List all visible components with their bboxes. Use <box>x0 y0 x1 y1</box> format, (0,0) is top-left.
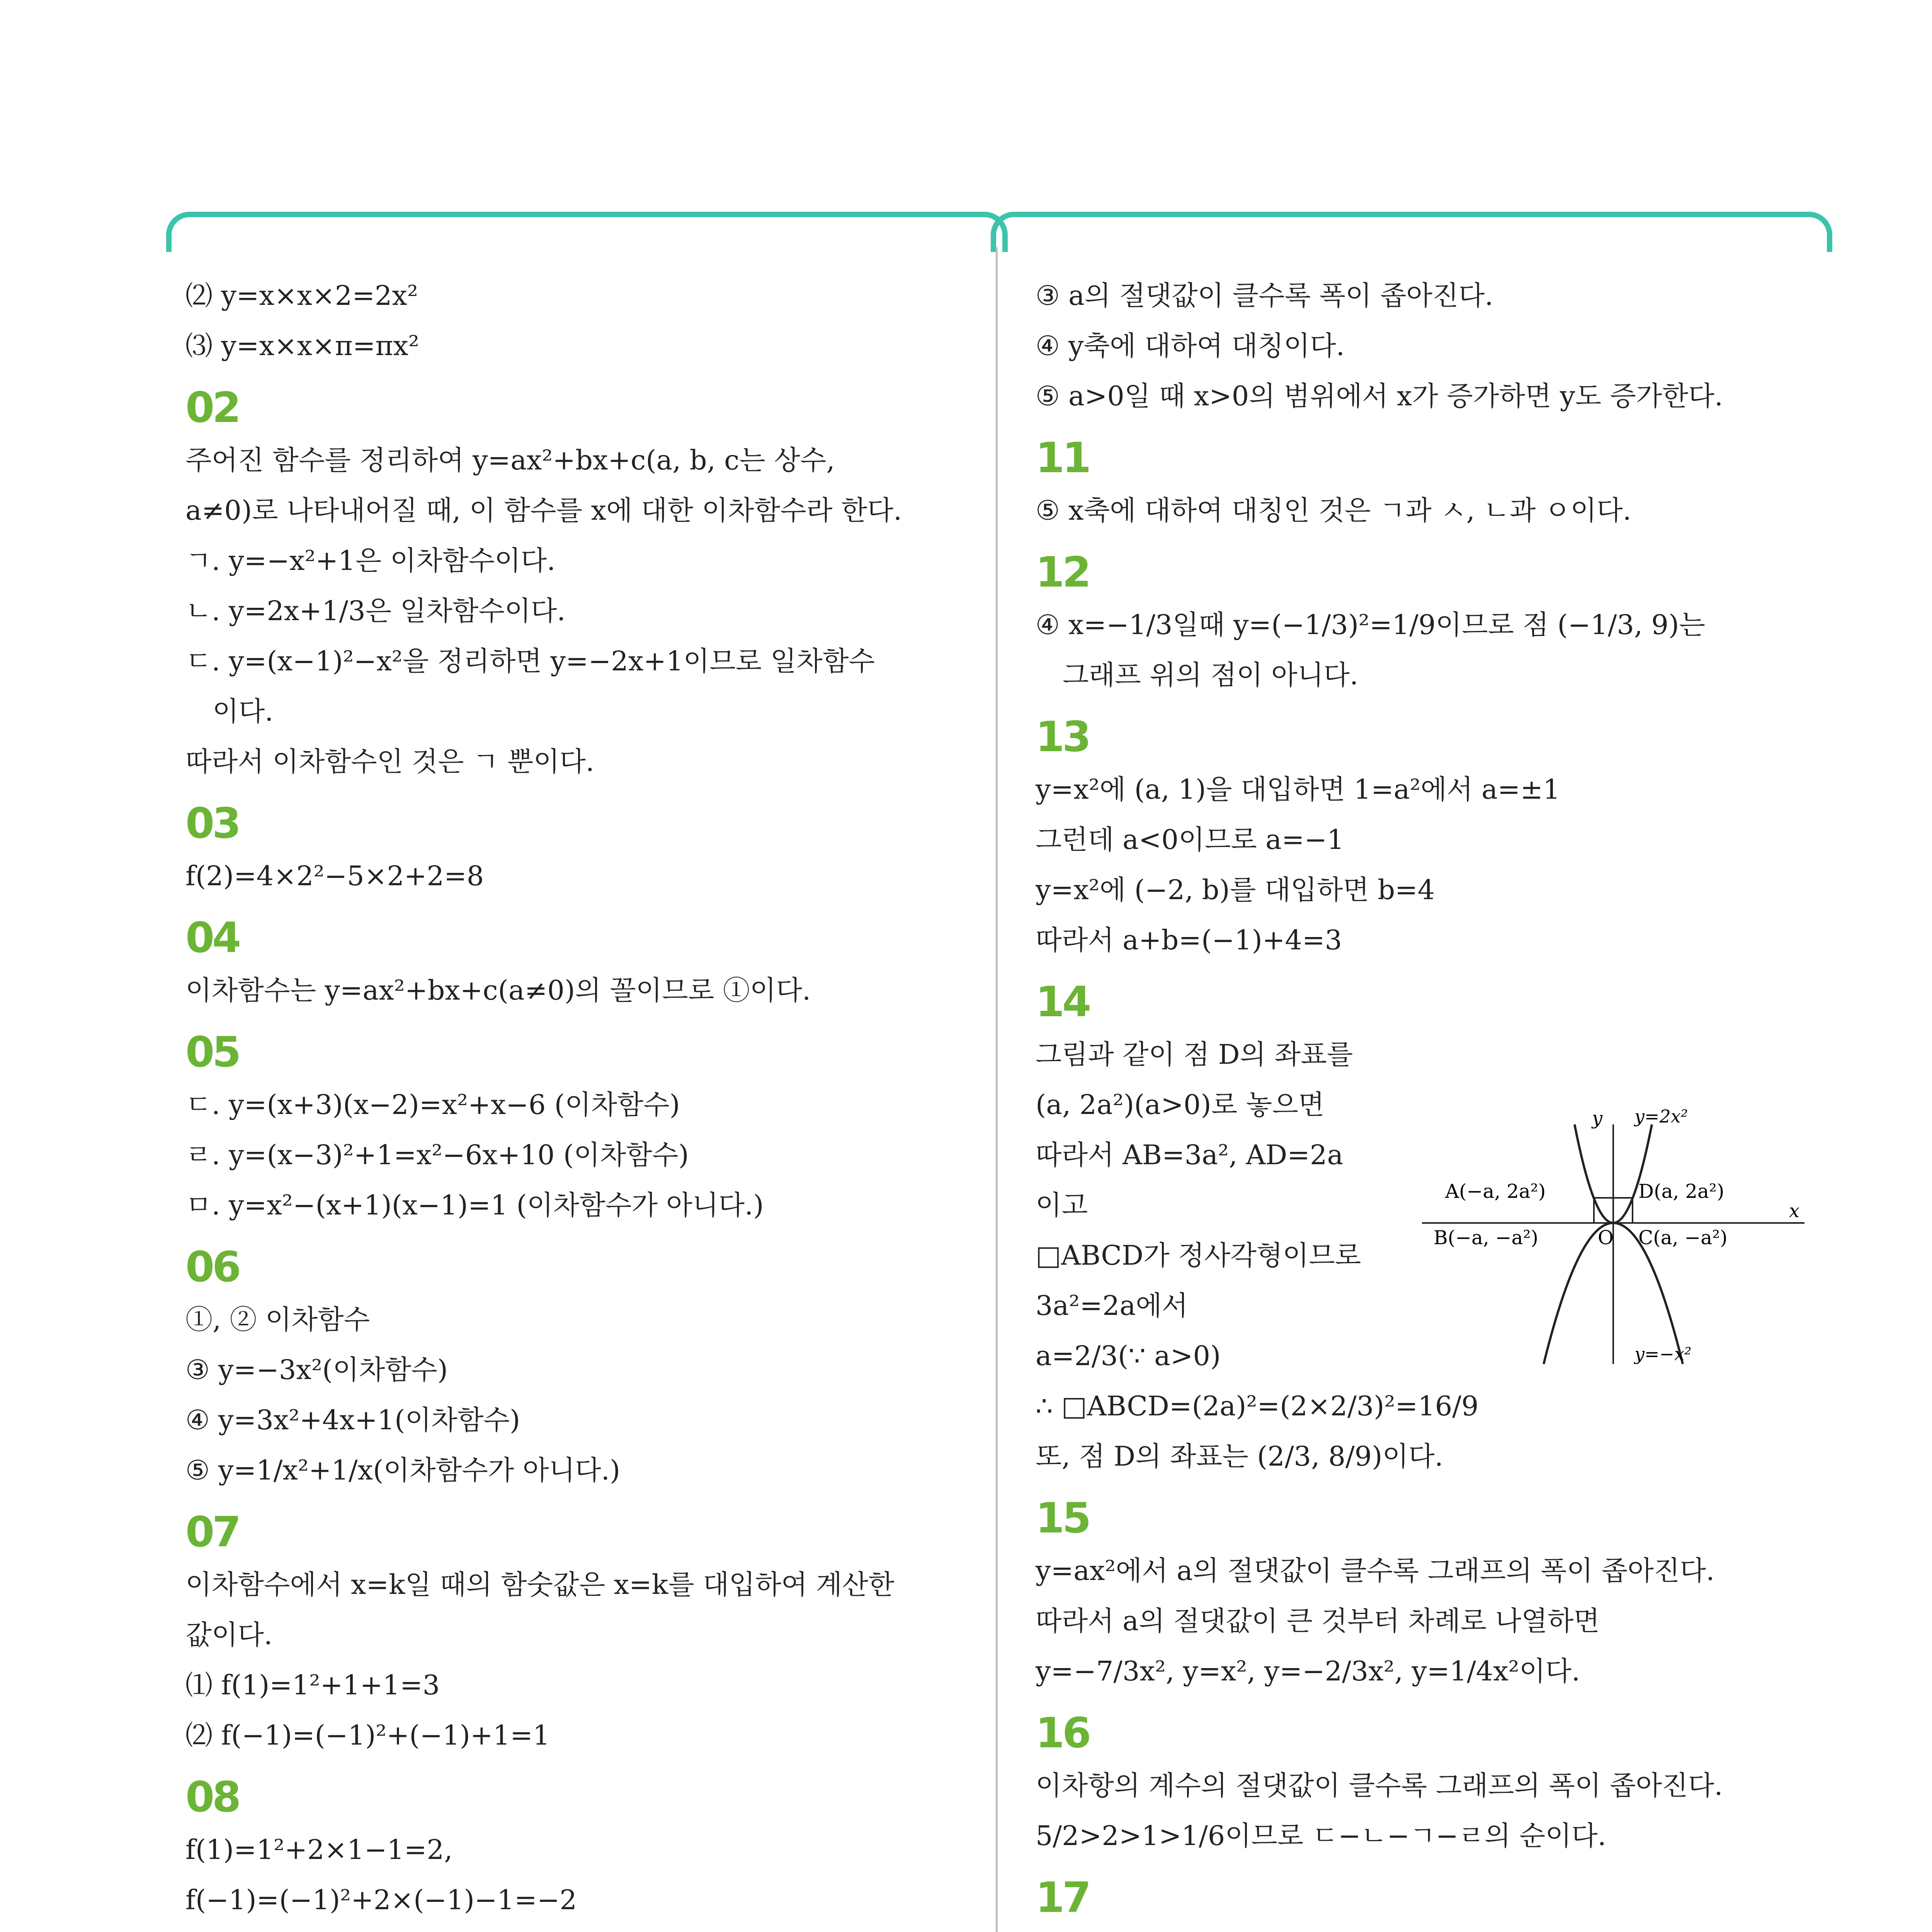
answer-line: ⑶ y=x×x×π=πx² <box>185 330 419 362</box>
answer-line: 이다. <box>213 696 274 727</box>
answer-line: ④ y축에 대하여 대칭이다. <box>1036 330 1345 362</box>
answer-line <box>1036 1925 1808 1932</box>
answer-line: 주어진 함수를 정리하여 y=ax²+bx+c(a, b, c는 상수, <box>185 444 835 476</box>
answer-line: ∴ □ABCD=(2a)²=(2×2/3)²=16/9 <box>1036 1390 1479 1422</box>
answer-line: ③ a의 절댓값이 클수록 폭이 좁아진다. <box>1036 280 1493 311</box>
answer-line: ⑤ y=1/x²+1/x(이차함수가 아니다.) <box>185 1454 621 1486</box>
left-column <box>185 270 958 1932</box>
answer-line: ⑴ f(1)=1²+1+1=3 <box>185 1669 440 1701</box>
problem-number: 08 <box>185 1773 239 1821</box>
answer-line: ③ y=−3x²(이차함수) <box>185 1354 448 1386</box>
answer-line: ⑵ y=x×x×2=2x² <box>185 280 418 311</box>
answer-line: 그래프 위의 점이 아니다. <box>1063 659 1359 691</box>
answer-line: ④ x=−1/3일때 y=(−1/3)²=1/9이므로 점 (−1/3, 9)는 <box>1036 609 1705 641</box>
answer-line: 그런데 a<0이므로 a=−1 <box>1036 824 1344 855</box>
problem-number: 04 <box>185 914 239 962</box>
answer-line <box>185 1925 958 1932</box>
left-column-frame <box>166 212 1008 252</box>
problem-number: 07 <box>185 1508 239 1556</box>
answer-line: 또, 점 D의 좌표는 (2/3, 8/9)이다. <box>1036 1440 1444 1472</box>
curve-label-bottom: y=−x² <box>1634 1344 1692 1364</box>
answer-line: a=2/3(∵ a>0) <box>1036 1340 1221 1372</box>
answer-line: f(2)=4×2²−5×2+2=8 <box>185 860 484 892</box>
answer-line: ㄹ. y=(x−3)²+1=x²−6x+10 (이차함수) <box>185 1139 689 1171</box>
answer-line: f(1)=1²+2×1−1=2, <box>185 1834 453 1866</box>
right-column-frame <box>991 212 1832 252</box>
answer-line: 값이다. <box>185 1619 273 1651</box>
answer-line: 따라서 이차함수인 것은 ㄱ 뿐이다. <box>185 746 594 777</box>
problem-number: 05 <box>185 1028 239 1077</box>
point-a-label: A(−a, 2a²) <box>1445 1180 1546 1202</box>
answer-line: f(−1)=(−1)²+2×(−1)−1=−2 <box>185 1884 577 1916</box>
problem-number: 06 <box>185 1243 239 1291</box>
answer-line: ㄷ. y=(x−1)²−x²을 정리하면 y=−2x+1이므로 일차함수 <box>185 645 875 677</box>
answer-line: ㄴ. y=2x+1/3은 일차함수이다. <box>185 595 566 627</box>
problem-number: 15 <box>1036 1494 1089 1543</box>
problem-number: 14 <box>1036 978 1089 1026</box>
answer-line: 이차항의 계수의 절댓값이 클수록 그래프의 폭이 좁아진다. <box>1036 1770 1723 1801</box>
answer-line: 이차함수는 y=ax²+bx+c(a≠0)의 꼴이므로 ①이다. <box>185 975 811 1006</box>
y-axis-label: y <box>1592 1107 1603 1129</box>
answer-line: ㅁ. y=x²−(x+1)(x−1)=1 (이차함수가 아니다.) <box>185 1189 764 1221</box>
x-axis-label: x <box>1789 1200 1800 1222</box>
point-d-label: D(a, 2a²) <box>1638 1180 1725 1202</box>
answer-line: 이고 <box>1036 1189 1088 1221</box>
answer-line: ㄷ. y=(x+3)(x−2)=x²+x−6 (이차함수) <box>185 1089 680 1121</box>
answer-line: ㄱ. y=−x²+1은 이차함수이다. <box>185 545 556 577</box>
answer-line: y=x²에 (−2, b)를 대입하면 b=4 <box>1036 874 1435 906</box>
problem-number: 17 <box>1036 1874 1089 1922</box>
problem-number: 13 <box>1036 713 1089 761</box>
parabola-graph <box>1422 1101 1808 1372</box>
answer-line: ⑵ f(−1)=(−1)²+(−1)+1=1 <box>185 1719 550 1751</box>
answer-line: ①, ② 이차함수 <box>185 1304 370 1335</box>
curve-label-top: y=2x² <box>1634 1106 1688 1127</box>
answer-line: 그림과 같이 점 D의 좌표를 <box>1036 1039 1353 1070</box>
origin-label: O <box>1598 1226 1614 1249</box>
point-b-label: B(−a, −a²) <box>1434 1226 1538 1249</box>
answer-line: 따라서 a의 절댓값이 큰 것부터 차례로 나열하면 <box>1036 1605 1600 1637</box>
problem-number: 16 <box>1036 1709 1089 1757</box>
answer-line: ⑤ a>0일 때 x>0의 범위에서 x가 증가하면 y도 증가한다. <box>1036 380 1723 412</box>
answer-line: 따라서 a+b=(−1)+4=3 <box>1036 924 1342 956</box>
answer-line: □ABCD가 정사각형이므로 <box>1036 1240 1361 1271</box>
point-c-label: C(a, −a²) <box>1638 1226 1728 1249</box>
problem-number: 12 <box>1036 548 1089 597</box>
answer-line: a≠0)로 나타내어질 때, 이 함수를 x에 대한 이차함수라 한다. <box>185 495 902 526</box>
answer-line: (a, 2a²)(a>0)로 놓으면 <box>1036 1089 1325 1121</box>
problem-number: 02 <box>185 384 239 432</box>
problem-number: 11 <box>1036 434 1089 482</box>
column-divider <box>996 247 998 1932</box>
answer-line: ⑤ x축에 대하여 대칭인 것은 ㄱ과 ㅅ, ㄴ과 ㅇ이다. <box>1036 495 1631 526</box>
answer-line: y=ax²에서 a의 절댓값이 클수록 그래프의 폭이 좁아진다. <box>1036 1555 1715 1587</box>
answer-line: 3a²=2a에서 <box>1036 1290 1188 1321</box>
answer-line: y=−7/3x², y=x², y=−2/3x², y=1/4x²이다. <box>1036 1655 1580 1687</box>
answer-line: 5/2>2>1>1/6이므로 ㄷ−ㄴ−ㄱ−ㄹ의 순이다. <box>1036 1820 1606 1852</box>
answer-line: y=x²에 (a, 1)을 대입하면 1=a²에서 a=±1 <box>1036 774 1560 805</box>
answer-line: ④ y=3x²+4x+1(이차함수) <box>185 1404 520 1436</box>
answer-line: 따라서 AB=3a², AD=2a <box>1036 1139 1344 1171</box>
answer-line: 이차함수에서 x=k일 때의 함숫값은 x=k를 대입하여 계산한 <box>185 1569 895 1600</box>
problem-number: 03 <box>185 799 239 848</box>
